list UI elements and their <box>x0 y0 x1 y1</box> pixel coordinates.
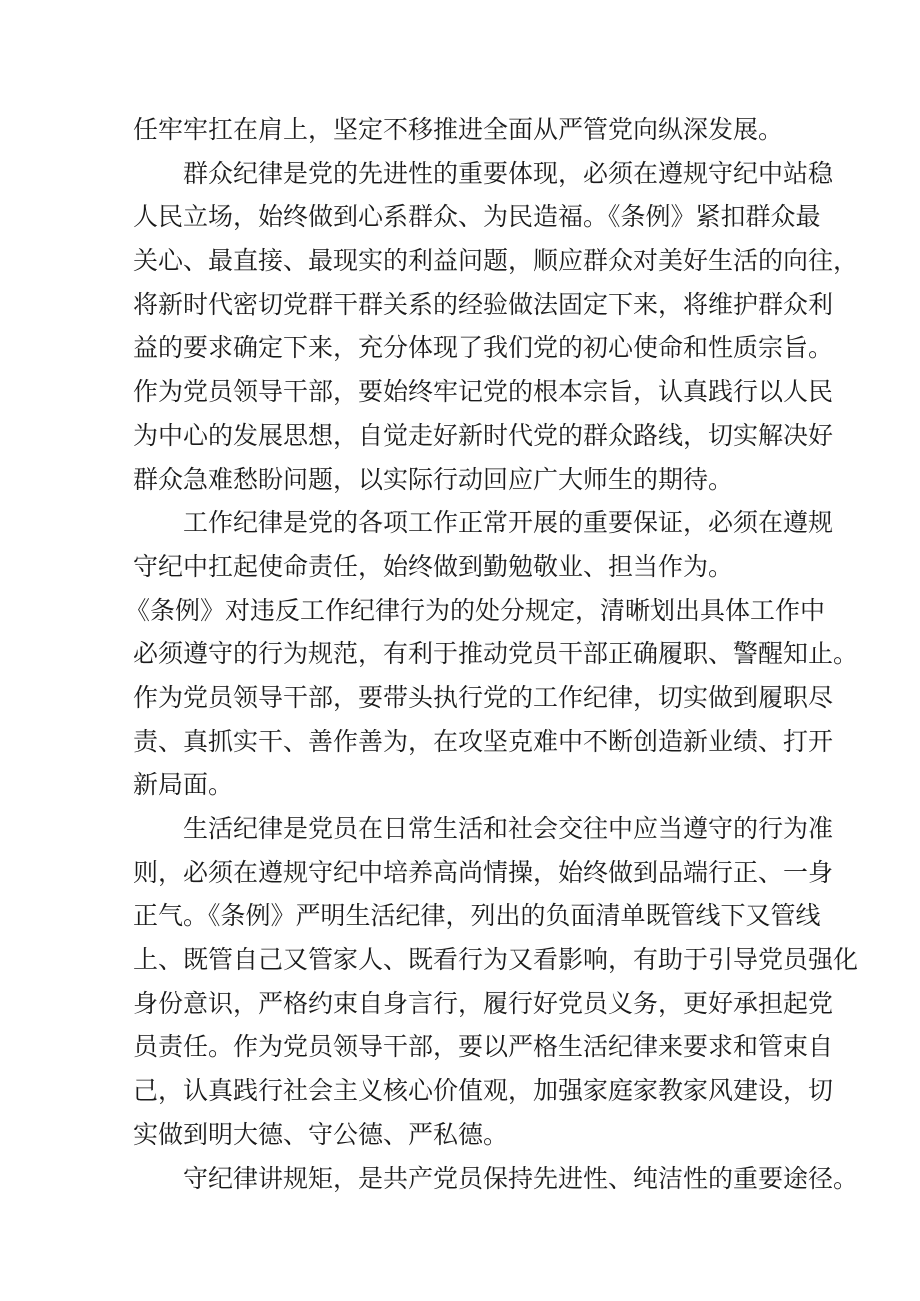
paragraph-start-line: 群众纪律是党的先进性的重要体现，必须在遵规守纪中站稳 <box>183 158 834 188</box>
text-line: 群众急难愁盼问题，以实际行动回应广大师生的期待。 <box>133 464 734 494</box>
text-line: 则，必须在遵规守纪中培养高尚情操，始终做到品端行正、一身 <box>133 857 834 887</box>
text-line: 《条例》对违反工作纪律行为的处分规定，清晰划出具体工作中 <box>125 595 826 625</box>
text-line: 实做到明大德、守公德、严私德。 <box>133 1119 509 1149</box>
text-line: 新局面。 <box>133 770 234 800</box>
paragraph-start-line: 守纪律讲规矩，是共产党员保持先进性、纯洁性的重要途径。 <box>183 1163 859 1193</box>
text-line: 责、真抓实干、善作善为，在攻坚克难中不断创造新业绩、打开 <box>133 726 834 756</box>
text-line: 己，认真践行社会主义核心价值观，加强家庭家教家风建设，切 <box>133 1076 834 1106</box>
text-line: 正气。《条例》严明生活纪律，列出的负面清单既管线下又管线 <box>133 901 821 931</box>
text-line: 人民立场，始终做到心系群众、为民造福。《条例》紧扣群众最 <box>133 202 821 232</box>
text-line: 员责任。作为党员领导干部，要以严格生活纪律来要求和管束自 <box>133 1032 834 1062</box>
text-line: 将新时代密切党群干群关系的经验做法固定下来，将维护群众利 <box>133 289 834 319</box>
body-text <box>125 108 859 1200</box>
text-line: 作为党员领导干部，要始终牢记党的根本宗旨，认真践行以人民 <box>133 377 834 407</box>
paragraph-start-line: 工作纪律是党的各项工作正常开展的重要保证，必须在遵规 <box>183 508 834 538</box>
text-line: 身份意识，严格约束自身言行，履行好党员义务，更好承担起党 <box>133 988 834 1018</box>
text-line: 上、既管自己又管家人、既看行为又看影响，有助于引导党员强化 <box>133 945 859 975</box>
paragraph-start-line: 生活纪律是党员在日常生活和社会交往中应当遵守的行为准 <box>183 814 834 843</box>
text-line: 益的要求确定下来，充分体现了我们党的初心使命和性质宗旨。 <box>133 333 834 363</box>
text-line: 必须遵守的行为规范，有利于推动党员干部正确履职、警醒知止。 <box>133 639 859 669</box>
text-line: 为中心的发展思想，自觉走好新时代党的群众路线，切实解决好 <box>133 420 834 450</box>
text-line: 守纪中扛起使命责任，始终做到勤勉敬业、担当作为。 <box>133 551 734 581</box>
text-line: 作为党员领导干部，要带头执行党的工作纪律，切实做到履职尽 <box>133 682 834 712</box>
text-line: 关心、最直接、最现实的利益问题，顺应群众对美好生活的向往， <box>133 246 859 276</box>
text-line: 任牢牢扛在肩上，坚定不移推进全面从严管党向纵深发展。 <box>133 115 784 144</box>
